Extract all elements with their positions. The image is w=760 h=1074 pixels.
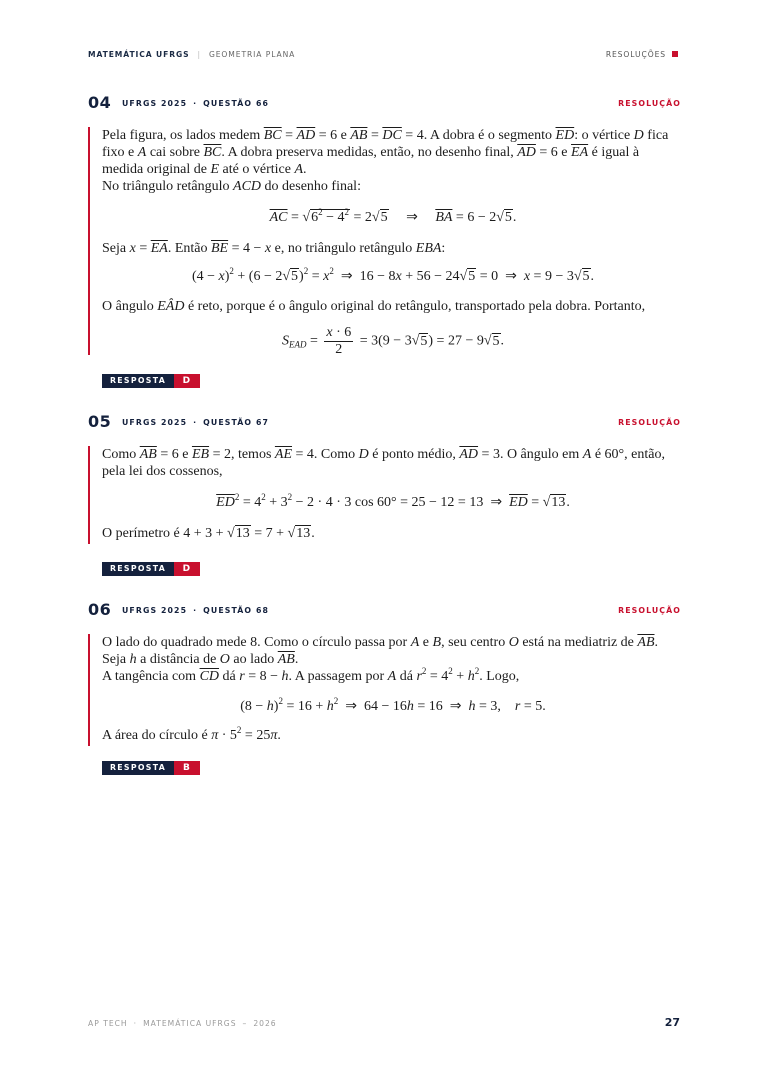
subject-title: MATEMÁTICA UFRGS (88, 50, 190, 59)
paragraph: O lado do quadrado mede 8. Como o círculo passa por A e B, seu centro O está na mediatriz de $\overline{AB}$. Seja h a distância de O ao lado $\overline{AB}$. A tangência com $\overline{CD}$ dá r = 8 − h. A passagem por A dá $r^2 = 4^2 + h^2$. Logo, (102, 635, 659, 684)
answer-label: RESPOSTA (102, 562, 174, 576)
solution-body-04 (88, 127, 682, 355)
resolution-label: RESOLUÇÃO (618, 606, 681, 615)
running-header-left: MATEMÁTICA UFRGS | GEOMETRIA PLANA (88, 50, 296, 59)
question-meta: UFRGS 2025 · QUESTÃO 68 (122, 606, 269, 615)
section-title: RESOLUÇÕES (605, 50, 666, 59)
answer-letter: B (174, 761, 200, 775)
answer-badge-05 (102, 562, 200, 576)
equation: $(8 - h)^2 = 16 + h^2$ ⇒ 64 − 16h = 16 ⇒ h = 3, r = 5. (240, 696, 546, 714)
solution-body-06 (88, 634, 682, 746)
paragraph: O ângulo EÂD é reto, porque é o ângulo original do retângulo, transportado pela dobra. Portanto, (102, 299, 646, 314)
answer-label: RESPOSTA (102, 374, 174, 388)
answer-letter: D (174, 562, 200, 576)
topic-title: GEOMETRIA PLANA (208, 50, 296, 59)
answer-badge-06 (102, 761, 200, 775)
running-header-right (606, 50, 678, 59)
square-icon (672, 51, 678, 57)
question-meta: UFRGS 2025 · QUESTÃO 67 (122, 418, 269, 427)
question-number: 04 (88, 93, 112, 112)
paragraph: Como $\overline{AB} = 6$ e $\overline{EB} = 2$, temos $\overline{AE} = 4$. Como D é ponto médio, $\overline{AD} = 3$. O ângulo em A é 60°, então, pela lei dos cossenos, (102, 447, 665, 479)
resolution-label: RESOLUÇÃO (618, 99, 681, 108)
paragraph: Seja $x = \overline{EA}$. Então $\overline{BE} = 4 - x$ e, no triângulo retângulo EBA: (102, 241, 446, 256)
footer-credits: AP TECH · MATEMÁTICA UFRGS – 2026 (88, 1019, 277, 1028)
question-number: 05 (88, 412, 112, 431)
question-header-05 (88, 412, 681, 432)
answer-label: RESPOSTA (102, 761, 174, 775)
question-number: 06 (88, 600, 112, 619)
equation: $\overline{ED}^2 = 4^2 + 3^2 - 2 \cdot 4 \cdot 3$ cos 60° = 25 − 12 = 13 ⇒ $\overline{ED} = √13$. (216, 492, 570, 510)
paragraph: A área do círculo é $\pi \cdot 5^2 = 25\pi$. (102, 725, 281, 743)
answer-letter: D (174, 374, 200, 388)
answer-badge-04 (102, 374, 200, 388)
question-meta: UFRGS 2025 · QUESTÃO 66 (122, 99, 269, 108)
page-number: 27 (664, 1016, 680, 1029)
question-header-04 (88, 93, 681, 113)
resolution-label: RESOLUÇÃO (618, 418, 681, 427)
equation: $S_{EAD}$ = $\frac{x \cdot 6}{2}$ = 3(9 − 3√5) = 27 − 9√5. (281, 325, 505, 357)
equation: $(4 - x)^2 + (6 - 2√5)^2 = x^2$ ⇒ 16 − 8x + 56 − 24√5 = 0 ⇒ x = 9 − 3√5. (191, 266, 595, 284)
equation: $\overline{AC} = √6^2 - 4^2 = 2√5$ ⇒ $\overline{BA} = 6 - 2√5$. (269, 207, 517, 225)
question-header-06 (88, 600, 681, 620)
paragraph: Pela figura, os lados medem $\overline{BC} = \overline{AD} = 6$ e $\overline{AB} = \overline{DC} = 4$. A dobra é o segmento $\overline{ED}$: o vértice D fica fixo e A cai sobre $\overline{BC}$. A dobra preserva medidas, então, no desenho final, $\overline{AD} = 6$ e $\overline{EA}$ é igual à medida original de E até o vértice A. No triângulo retângulo ACD do desenho final: (102, 128, 669, 194)
paragraph: O perímetro é 4 + 3 + √13 = 7 + √13. (102, 526, 315, 541)
solution-body-05 (88, 446, 682, 544)
